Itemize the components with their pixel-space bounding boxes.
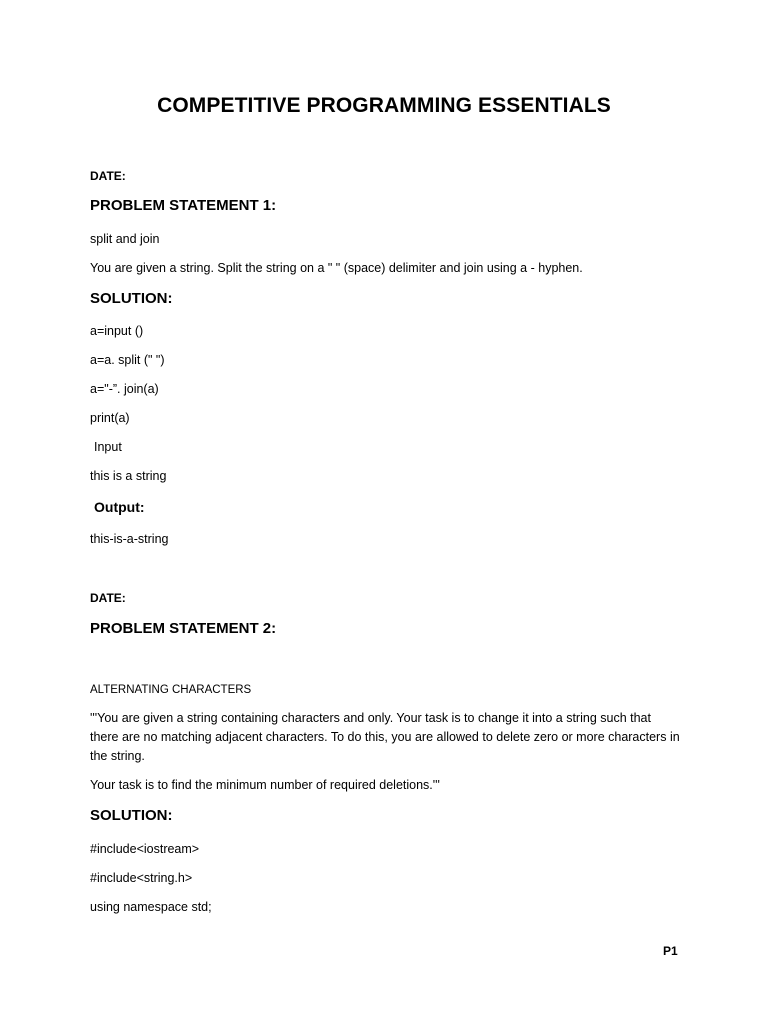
section1-solution-heading: SOLUTION: (90, 290, 173, 307)
section2-problem-heading: PROBLEM STATEMENT 2: (90, 620, 277, 637)
section1-code-line: a="-”. join(a) (90, 382, 159, 396)
section1-output-label: Output: (94, 499, 145, 515)
section2-solution-heading: SOLUTION: (90, 807, 173, 824)
page-number: P1 (663, 944, 678, 958)
section1-code-line: print(a) (90, 411, 130, 425)
section2-problem-name: ALTERNATING CHARACTERS (90, 684, 252, 696)
section2-problem-text: '''You are given a string containing characters and only. Your task is to change it into a string such that there are no matching adjacent characters. To do this, you are allowed to delete zero or more characters in the string. (90, 711, 680, 763)
section2-code-line: using namespace std; (90, 900, 212, 914)
section1-problem-heading: PROBLEM STATEMENT 1: (90, 197, 277, 214)
section1-output-value: this-is-a-string (90, 532, 169, 546)
section1-code-line: a=a. split (" ") (90, 353, 165, 367)
section1-date-label: DATE: (90, 169, 126, 183)
section1-input-value: this is a string (90, 469, 167, 483)
section1-input-label: Input (94, 440, 122, 454)
section2-date-label: DATE: (90, 591, 126, 605)
section1-problem-name: split and join (90, 232, 160, 246)
section2-task-text: Your task is to find the minimum number of required deletions.''' (90, 778, 440, 792)
document-title: COMPETITIVE PROGRAMMING ESSENTIALS (157, 94, 611, 117)
section1-code-line: a=input () (90, 324, 144, 338)
section2-code-line: #include<string.h> (90, 871, 193, 885)
section1-problem-text: You are given a string. Split the string on a " " (space) delimiter and join using a - hyphen. (90, 261, 583, 275)
section2-code-line: #include<iostream> (90, 842, 200, 856)
